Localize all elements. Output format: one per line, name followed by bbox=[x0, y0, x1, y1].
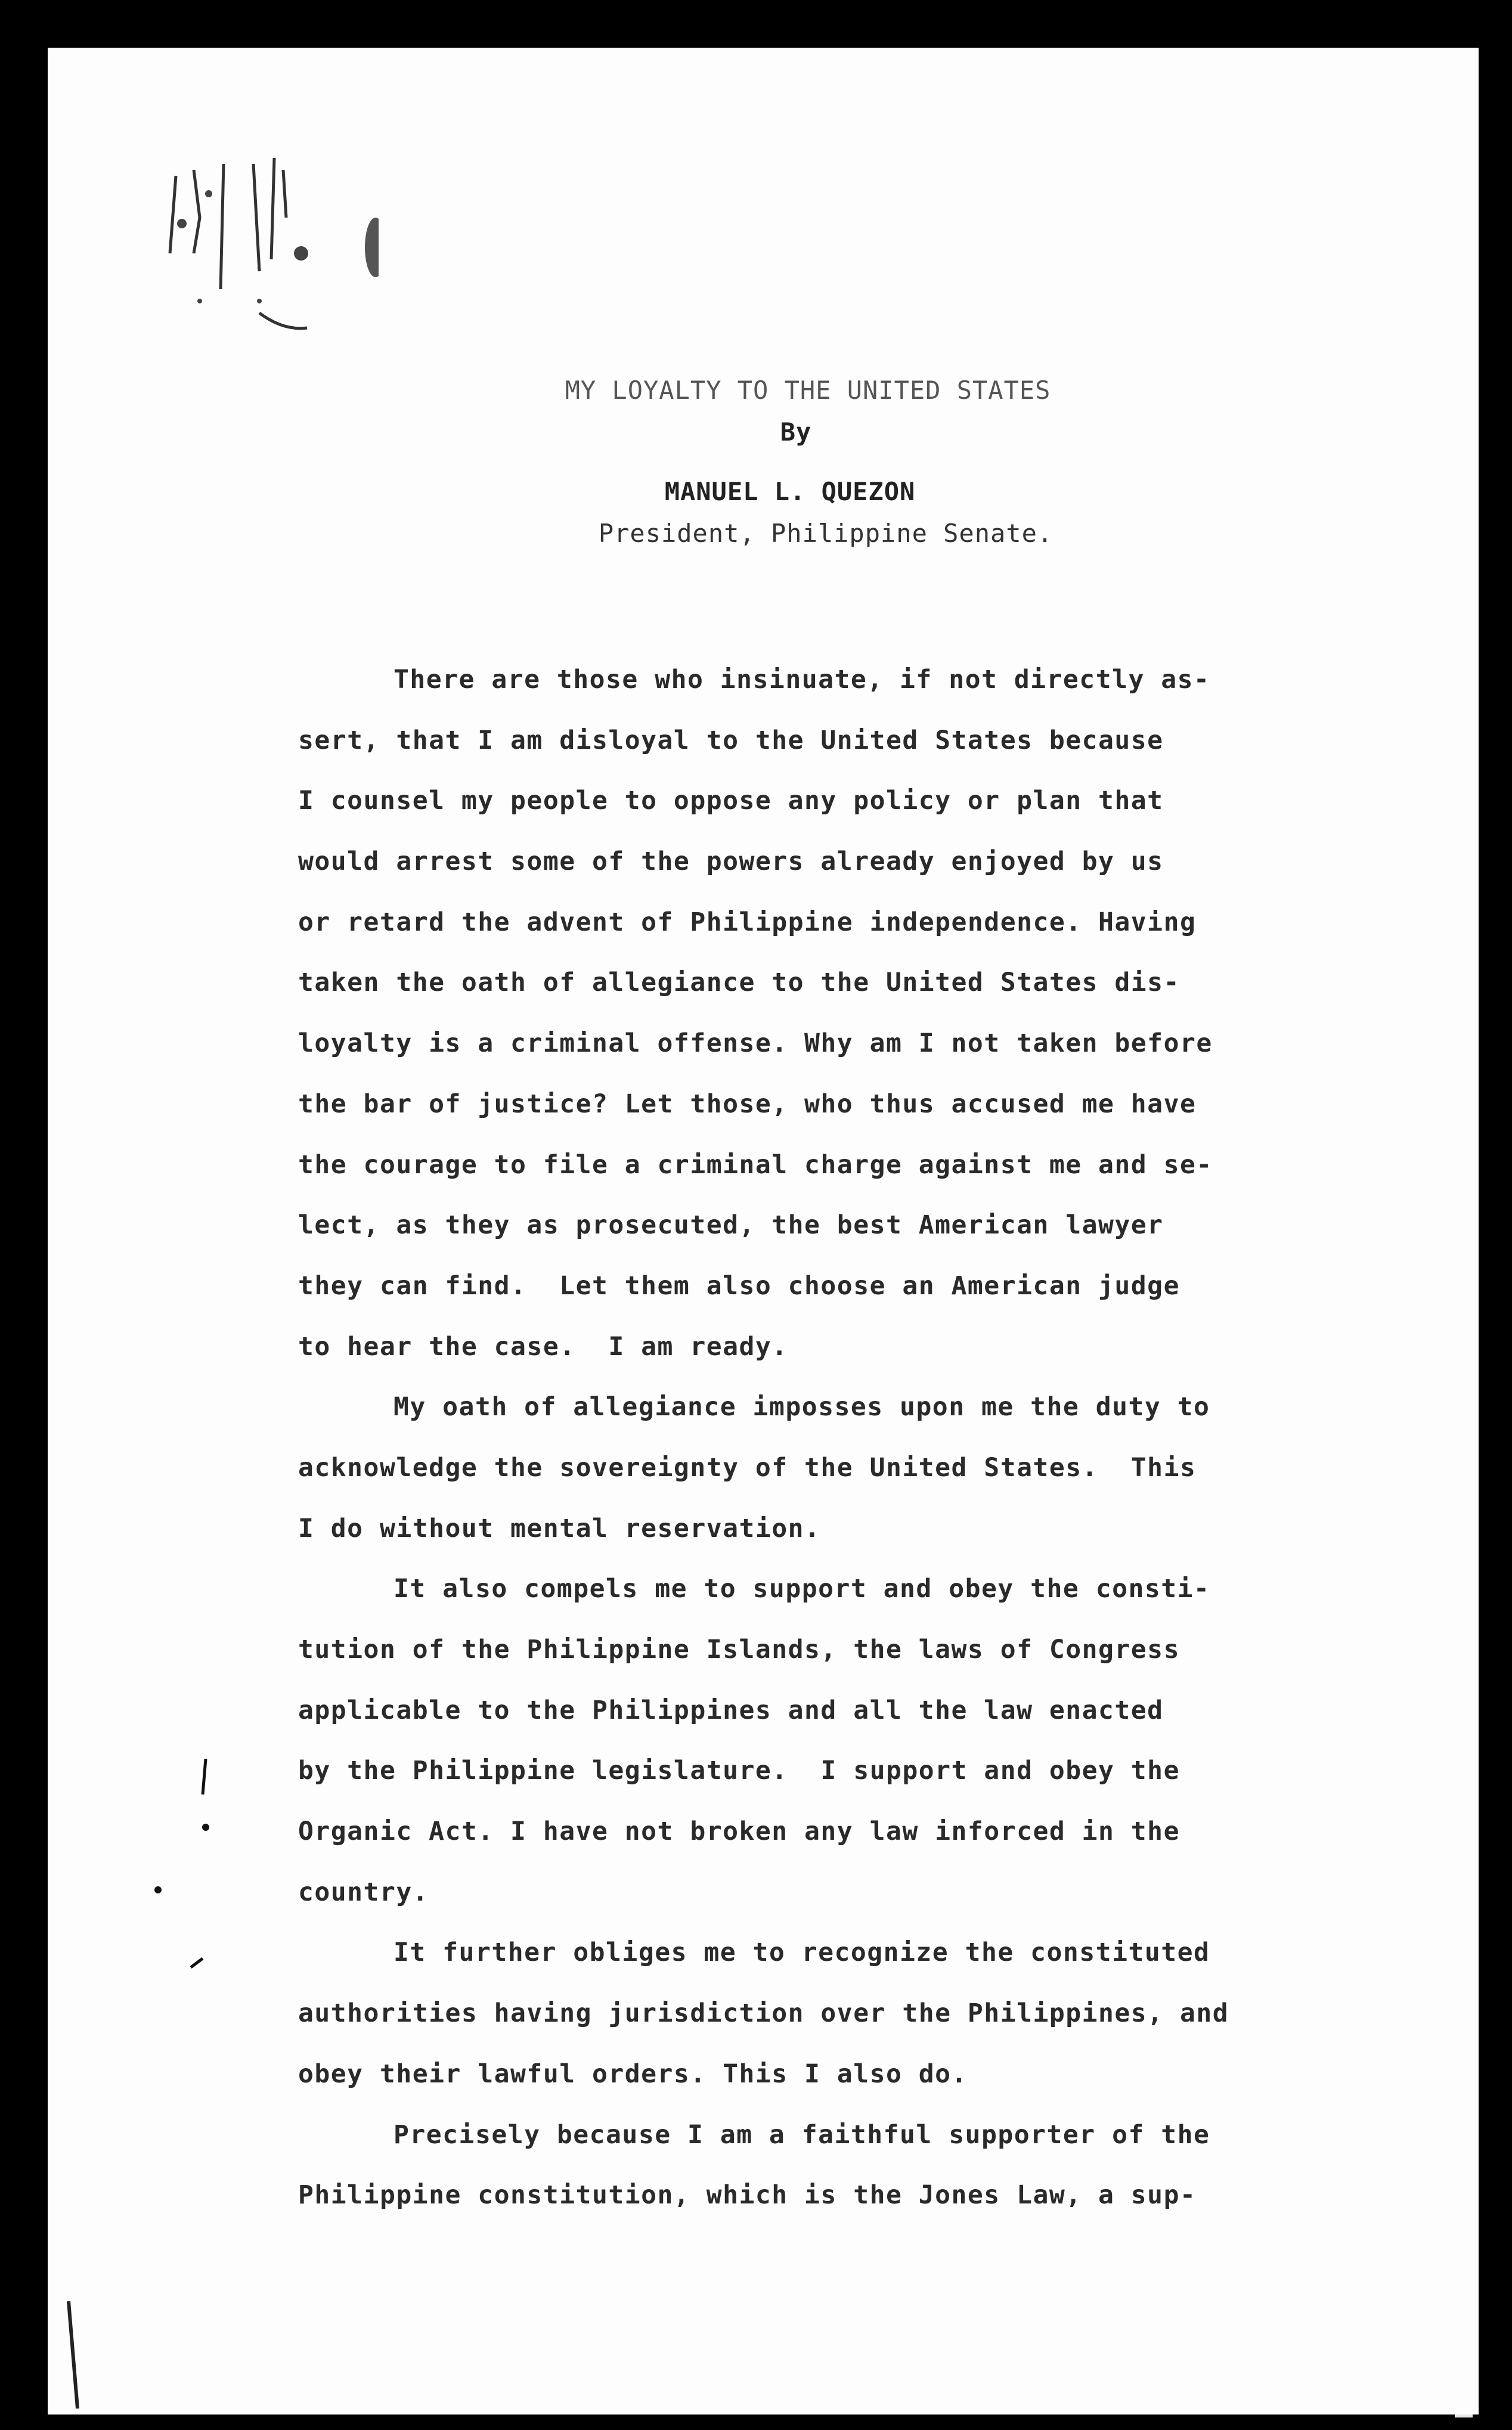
document-byline: By bbox=[780, 417, 812, 447]
text-line: Philippine constitution, which is the Jones Law, a sup- bbox=[298, 2180, 1197, 2211]
text-line: I do without mental reservation. bbox=[298, 1513, 821, 1543]
text-line: Organic Act. I have not broken any law inforced in the bbox=[298, 1817, 1180, 1847]
text-line: country. bbox=[298, 1877, 429, 1907]
text-line: taken the oath of allegiance to the United States dis- bbox=[298, 968, 1180, 998]
text-line: they can find. Let them also choose an American judge bbox=[298, 1270, 1180, 1301]
text-line: Precisely because I am a faithful supporter of the bbox=[394, 2119, 1210, 2150]
text-line: It further obliges me to recognize the constituted bbox=[394, 1938, 1210, 1968]
margin-ink-marks bbox=[137, 1759, 221, 1973]
text-line: applicable to the Philippines and all the law enacted bbox=[298, 1695, 1164, 1725]
ink-smudge-mark bbox=[104, 104, 379, 331]
page-border-mark bbox=[66, 2301, 89, 2409]
document-page bbox=[48, 48, 1479, 2414]
text-line: lect, as they as prosecuted, the best American lawyer bbox=[298, 1210, 1164, 1241]
text-line: obey their lawful orders. This I also do. bbox=[298, 2059, 968, 2089]
text-line: My oath of allegiance imposses upon me the duty to bbox=[394, 1392, 1210, 1422]
text-line: would arrest some of the powers already enjoyed by us bbox=[298, 847, 1164, 877]
author-position: President, Philippine Senate. bbox=[598, 519, 1054, 548]
text-line: It also compels me to support and obey the consti- bbox=[394, 1574, 1210, 1604]
document-title: MY LOYALTY TO THE UNITED STATES bbox=[565, 376, 1051, 405]
text-line: to hear the case. I am ready. bbox=[298, 1331, 788, 1362]
text-line: loyalty is a criminal offense. Why am I not taken before bbox=[298, 1028, 1213, 1059]
text-line: I counsel my people to oppose any policy or plan that bbox=[298, 786, 1164, 816]
text-line: or retard the advent of Philippine independence. Having bbox=[298, 907, 1197, 937]
text-line: sert, that I am disloyal to the United States because bbox=[298, 725, 1164, 755]
text-line: by the Philippine legislature. I support and obey the bbox=[298, 1756, 1180, 1786]
text-line: authorities having jurisdiction over the Philippines, and bbox=[298, 1998, 1229, 2029]
document-body bbox=[298, 650, 1407, 2226]
text-line: acknowledge the sovereignty of the United States. This bbox=[298, 1452, 1197, 1483]
text-line: There are those who insinuate, if not directly as- bbox=[394, 665, 1210, 695]
text-line: the courage to file a criminal charge against me and se- bbox=[298, 1149, 1213, 1180]
text-line: tution of the Philippine Islands, the laws of Congress bbox=[298, 1635, 1180, 1665]
text-line: the bar of justice? Let those, who thus accused me have bbox=[298, 1089, 1197, 1119]
document-author: MANUEL L. QUEZON bbox=[664, 477, 916, 506]
